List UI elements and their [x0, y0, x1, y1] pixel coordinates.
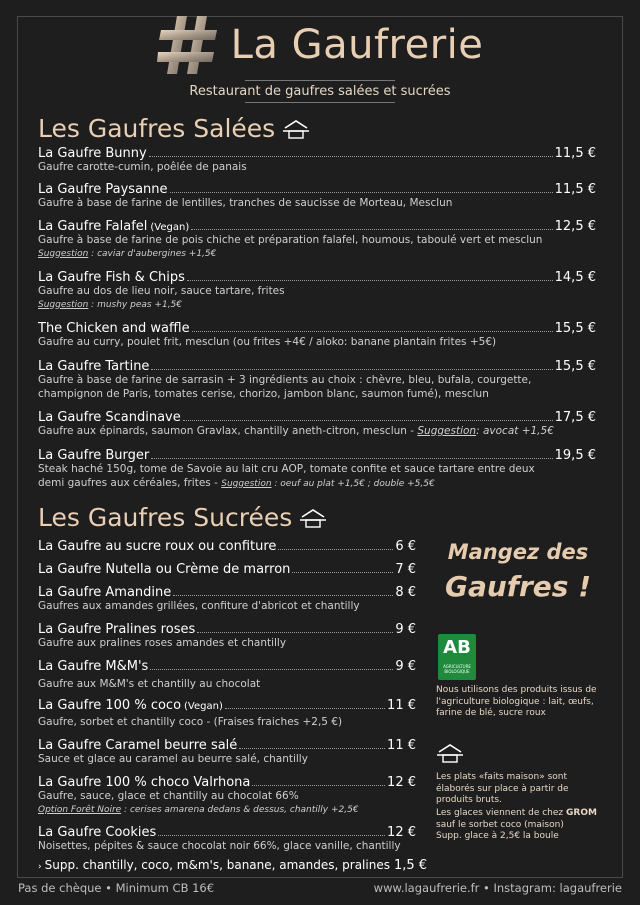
- item-price: 11 €: [387, 698, 416, 713]
- item-name: La Gaufre Tartine: [38, 359, 150, 374]
- menu-item: [38, 359, 596, 401]
- fait-maison-icon: [437, 743, 463, 763]
- divider: [245, 102, 395, 103]
- menu-item: [38, 182, 596, 211]
- item-description: Gaufres aux amandes grillées, confiture d'abricot et chantilly: [38, 600, 360, 612]
- menu-item: [38, 698, 416, 730]
- footer-payment-info: Pas de chèque • Minimum CB 16€: [18, 881, 215, 895]
- item-name: La Gaufre Cookies: [38, 825, 157, 840]
- mangez-slogan: [420, 540, 616, 603]
- item-name: La Gaufre Caramel beurre salé: [38, 738, 238, 753]
- menu-item: [38, 321, 596, 350]
- item-price: 11 €: [387, 738, 416, 753]
- item-description: Gaufre au curry, poulet frit, mesclun (ou frites +4€ / aloko: banane plantain frites +5€): [38, 336, 497, 348]
- item-description: champignon de Paris, tomates cerise, chorizo, jambon blanc, saumon fumé), mesclun: [38, 387, 489, 400]
- ab-logo-text: AB: [443, 637, 471, 658]
- item-price: 15,5 €: [554, 321, 596, 336]
- item-description: Steak haché 150g, tome de Savoie au lait cru AOP, tomate confite et sauce tartare entre deux: [38, 463, 535, 475]
- item-price: 11,5 €: [554, 182, 596, 197]
- item-price: 7 €: [395, 562, 416, 577]
- supplements-price: 1,5 €: [393, 858, 428, 873]
- item-description: Gaufre à base de farine de sarrasin + 3 ingrédients au choix : chèvre, bleu, bufala, courgette,: [38, 374, 532, 386]
- item-name: La Gaufre Nutella ou Crème de marron: [38, 562, 291, 577]
- divider: [245, 80, 395, 81]
- item-name: La Gaufre Bunny: [38, 146, 147, 161]
- item-name: La Gaufre Paysanne: [38, 182, 168, 197]
- item-description: Sauce et glace au caramel au beurre salé, chantilly: [38, 753, 308, 765]
- item-name: La Gaufre Amandine: [38, 585, 172, 600]
- item-description: Gaufre à base de farine de lentilles, tranches de saucisse de Morteau, Mesclun: [38, 197, 453, 209]
- menu-item: [38, 448, 596, 491]
- slogan-line: Gaufres !: [445, 570, 591, 603]
- bio-note: Nous utilisons des produits issus de l'agriculture biologique : lait, œufs, farine de blé, sucre roux: [436, 685, 597, 718]
- item-suggestion: Suggestion : caviar d'aubergines +1,5€: [38, 248, 217, 259]
- item-price: 14,5 €: [554, 270, 596, 285]
- item-description: Gaufre au dos de lieu noir, sauce tartare, frites: [38, 285, 285, 297]
- section-title-text: Les Gaufres Salées: [38, 114, 276, 143]
- item-name: La Gaufre Fish & Chips: [38, 270, 185, 285]
- menu-item: [38, 410, 596, 439]
- fait-maison-note: Les plats «faits maison» sont élaborés sur place à partir de produits bruts.: [436, 772, 569, 805]
- item-description: Gaufre, sorbet et chantilly coco - (Fraises fraiches +2,5 €): [38, 716, 343, 728]
- item-name: La Gaufre 100 % coco: [38, 698, 182, 713]
- ab-bio-logo: [438, 634, 476, 680]
- item-suggestion: Option Forêt Noire : cerises amarena dedans & dessus, chantilly +2,5€: [38, 804, 359, 815]
- item-price: 15,5 €: [554, 359, 596, 374]
- supplements-row: [38, 858, 428, 873]
- ab-logo-subtext: AGRICULTURE BIOLOGIQUE: [443, 664, 471, 674]
- item-description: Gaufre, sauce, glace et chantilly au chocolat 66%: [38, 790, 299, 802]
- item-name: La Gaufre Scandinave: [38, 410, 181, 425]
- item-price: 9 €: [395, 622, 416, 637]
- hashtag-logo-icon: [157, 14, 219, 76]
- item-price: 19,5 €: [554, 448, 596, 463]
- item-name: La Gaufre au sucre roux ou confiture: [38, 539, 277, 554]
- footer-contact-info: www.lagaufrerie.fr • Instagram: lagaufrerie: [373, 881, 622, 895]
- vegan-tag: (Vegan): [184, 701, 223, 712]
- item-price: 17,5 €: [554, 410, 596, 425]
- slogan-line: Mangez des: [447, 540, 589, 564]
- menu-item: [38, 562, 416, 577]
- item-price: 12 €: [387, 775, 416, 790]
- item-name: La Gaufre Burger: [38, 448, 150, 463]
- fait-maison-icon: [283, 119, 309, 139]
- item-suggestion: Suggestion : mushy peas +1,5€: [38, 299, 183, 310]
- menu-item: [38, 219, 596, 260]
- menu-item: [38, 659, 416, 692]
- menu-item: [38, 775, 416, 816]
- menu-item: [38, 270, 596, 311]
- item-price: 6 €: [395, 539, 416, 554]
- item-name: La Gaufre Pralines roses: [38, 622, 196, 637]
- glaces-note: Les glaces viennent de chez GROM sauf le sorbet coco (maison) Supp. glace à 2,5€ la boule: [436, 808, 597, 841]
- item-name: La Gaufre 100 % choco Valrhona: [38, 775, 251, 790]
- item-description: demi gaufres aux céréales, frites - Suggestion : oeuf au plat +1,5€ ; double +5,5€: [38, 476, 435, 489]
- item-price: 12 €: [387, 825, 416, 840]
- item-description: Gaufre aux épinards, saumon Gravlax, chantilly aneth-citron, mesclun - Suggestion: avocat +1,5€: [38, 425, 554, 437]
- arrow-right-icon: ›: [38, 862, 42, 872]
- item-price: 8 €: [395, 585, 416, 600]
- item-description: Gaufre aux M&M's et chantilly au chocolat: [38, 678, 261, 690]
- menu-item: [38, 585, 416, 614]
- item-description: Gaufre à base de farine de pois chiche et préparation falafel, houmous, taboulé vert et mesclun: [38, 234, 543, 246]
- vegan-tag: (Vegan): [150, 222, 190, 233]
- fait-maison-icon: [300, 508, 326, 528]
- header: [0, 14, 640, 103]
- brand-name: La Gaufrerie: [230, 22, 484, 68]
- sweet-section-title: [38, 503, 326, 532]
- item-name: La Gaufre M&M's: [38, 659, 149, 674]
- item-price: 11,5 €: [554, 146, 596, 161]
- item-name: The Chicken and waffle: [38, 321, 190, 336]
- menu-item: [38, 539, 416, 554]
- menu-item: [38, 825, 416, 854]
- menu-item: [38, 146, 596, 175]
- item-price: 9 €: [395, 659, 416, 674]
- menu-item: [38, 738, 416, 767]
- section-title-text: Les Gaufres Sucrées: [38, 503, 293, 532]
- grom-brand: GROM: [566, 808, 597, 818]
- item-description: Gaufre aux pralines roses amandes et chantilly: [38, 637, 287, 649]
- item-price: 12,5 €: [554, 219, 596, 234]
- tagline: Restaurant de gaufres salées et sucrées: [189, 84, 451, 99]
- menu-item: [38, 622, 416, 651]
- item-name: La Gaufre Falafel: [38, 219, 148, 234]
- savory-section-title: [38, 114, 309, 143]
- item-description: Gaufre carotte-cumin, poêlée de panais: [38, 161, 247, 173]
- supplements-label: Supp. chantilly, coco, m&m's, banane, amandes, pralines: [44, 858, 390, 872]
- item-description: Noisettes, pépites & sauce chocolat noir 66%, glace vanille, chantilly: [38, 840, 401, 852]
